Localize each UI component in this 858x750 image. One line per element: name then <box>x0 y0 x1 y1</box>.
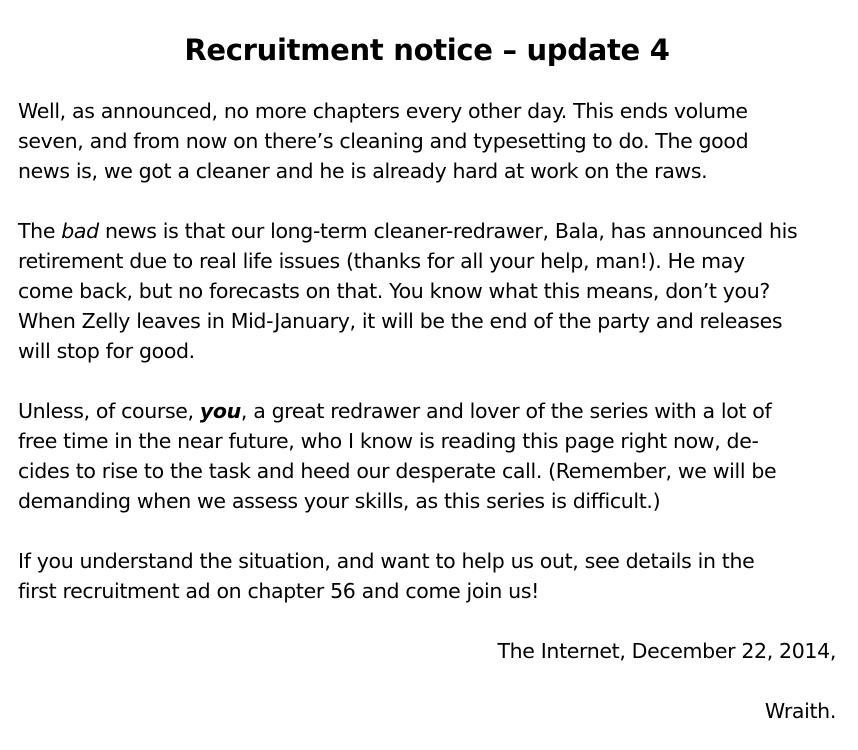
text-line: come back, but no forecasts on that. You know what this means, don’t you? <box>18 279 770 303</box>
emphasis-you: you <box>199 399 241 423</box>
text-line: When Zelly leaves in Mid-January, it will be the end of the party and releases <box>18 309 783 333</box>
text-line: demanding when we assess your skills, as this series is difficult.) <box>18 489 661 513</box>
paragraph-bad-news <box>18 216 836 366</box>
paragraph-join-us <box>18 546 836 606</box>
text-line: will stop for good. <box>18 339 195 363</box>
text-fragment: , a great redrawer and lover of the series with a lot of <box>240 399 772 423</box>
text-line: cides to rise to the task and heed our desperate call. (Remember, we will be <box>18 459 777 483</box>
text-line: Well, as announced, no more chapters every other day. This ends volume <box>18 99 748 123</box>
text-fragment: The <box>18 219 62 243</box>
paragraph-gap <box>18 366 836 396</box>
text-line: seven, and from now on there’s cleaning and typesetting to do. The good <box>18 129 749 153</box>
text-line: first recruitment ad on chapter 56 and come join us! <box>18 579 540 603</box>
text-line <box>18 216 836 246</box>
paragraph-announcement <box>18 96 836 186</box>
text-line: news is, we got a cleaner and he is already hard at work on the raws. <box>18 159 708 183</box>
signature-date: The Internet, December 22, 2014, <box>497 639 836 663</box>
text-fragment: Unless, of course, <box>18 399 200 423</box>
text-line <box>18 396 836 426</box>
text-line: free time in the near future, who I know is reading this page right now, de- <box>18 429 759 453</box>
text-fragment: news is that our long-term cleaner-redrawer, Bala, has announced his <box>98 219 798 243</box>
signature-name: Wraith. <box>764 699 836 723</box>
text-line: If you understand the situation, and want to help us out, see details in the <box>18 549 755 573</box>
paragraph-gap <box>18 186 836 216</box>
text-line: retirement due to real life issues (thanks for all your help, man!). He may <box>18 249 745 273</box>
emphasis-bad: bad <box>61 219 99 243</box>
paragraph-gap <box>18 516 836 546</box>
paragraph-call-to-action <box>18 396 836 516</box>
notice-title: Recruitment notice – update 4 <box>184 33 670 67</box>
